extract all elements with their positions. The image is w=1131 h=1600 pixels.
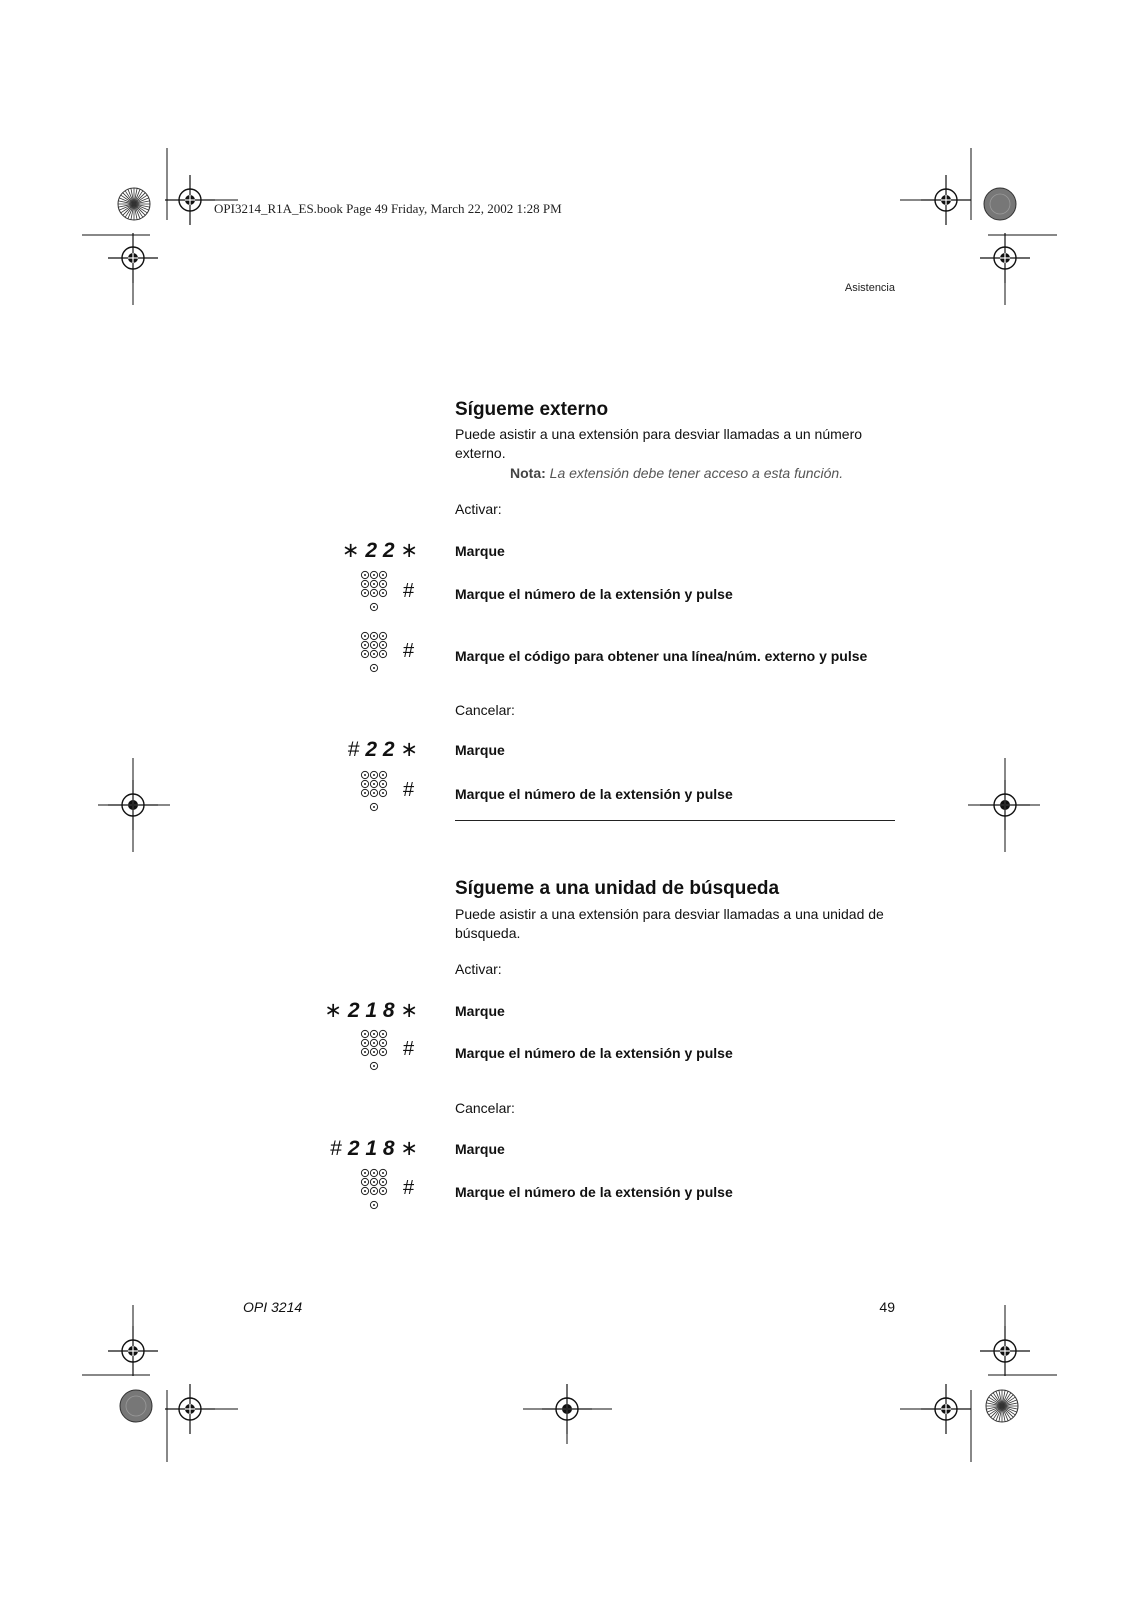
section1-title: Sígueme externo [455, 399, 609, 420]
step-dial: Marque [455, 543, 505, 559]
section-divider [455, 820, 895, 821]
star-key-icon: ∗ [400, 999, 418, 1022]
step-dial-external-code: Marque el código para obtener una línea/núm. externo y pulse [455, 648, 868, 664]
section1-activate-code [258, 538, 418, 563]
keypad-icon [360, 770, 394, 819]
hash-key-icon: # [330, 1137, 342, 1160]
note-label: Nota: [510, 465, 546, 481]
section1-cancel-code [258, 737, 418, 762]
step-dial-extension: Marque el número de la extensión y pulse [455, 786, 733, 802]
step-dial-extension: Marque el número de la extensión y pulse [455, 1045, 733, 1061]
code-digits: 2 1 8 [347, 999, 395, 1022]
step-dial: Marque [455, 1003, 505, 1019]
step-dial: Marque [455, 742, 505, 758]
star-key-icon: ∗ [400, 738, 418, 761]
section1-note [510, 465, 843, 481]
star-key-icon: ∗ [324, 999, 342, 1022]
footer-product: OPI 3214 [243, 1299, 303, 1315]
section1-cancel-label: Cancelar: [455, 702, 515, 718]
star-key-icon: ∗ [400, 1137, 418, 1160]
step-dial-extension: Marque el número de la extensión y pulse [455, 1184, 733, 1200]
star-key-icon: ∗ [400, 539, 418, 562]
code-digits: 2 2 [365, 738, 395, 761]
step-dial: Marque [455, 1141, 505, 1157]
star-key-icon: ∗ [341, 539, 360, 562]
section1-activate-label: Activar: [455, 501, 502, 517]
keypad-icon [360, 1168, 394, 1217]
section2-cancel-code [258, 1136, 418, 1161]
hash-key-icon: # [347, 738, 360, 761]
hash-key-icon: # [403, 640, 415, 662]
keypad-icon [360, 1029, 394, 1078]
hash-key-icon: # [403, 1177, 415, 1199]
hash-key-icon: # [403, 580, 415, 602]
section2-body: Puede asistir a una extensión para desviar llamadas a una unidad de búsqueda. [455, 906, 884, 941]
section2-activate-code [258, 998, 418, 1023]
code-digits: 2 2 [365, 539, 395, 562]
code-digits: 2 1 8 [347, 1137, 395, 1160]
section2-activate-label: Activar: [455, 961, 502, 977]
keypad-icon [360, 631, 394, 680]
keypad-icon [360, 570, 394, 619]
step-dial-extension: Marque el número de la extensión y pulse [455, 586, 733, 602]
section1-body: Puede asistir a una extensión para desviar llamadas a un número externo. [455, 426, 863, 461]
section-header: Asistencia [844, 282, 895, 294]
hash-key-icon: # [403, 1038, 415, 1060]
book-info-line: OPI3214_R1A_ES.book Page 49 Friday, March 22, 2002 1:28 PM [214, 201, 562, 216]
note-text: La extensión debe tener acceso a esta función. [549, 465, 844, 481]
hash-key-icon: # [403, 779, 415, 801]
section2-title: Sígueme a una unidad de búsqueda [455, 878, 780, 899]
page-number: 49 [879, 1299, 895, 1315]
section2-cancel-label: Cancelar: [455, 1100, 515, 1116]
